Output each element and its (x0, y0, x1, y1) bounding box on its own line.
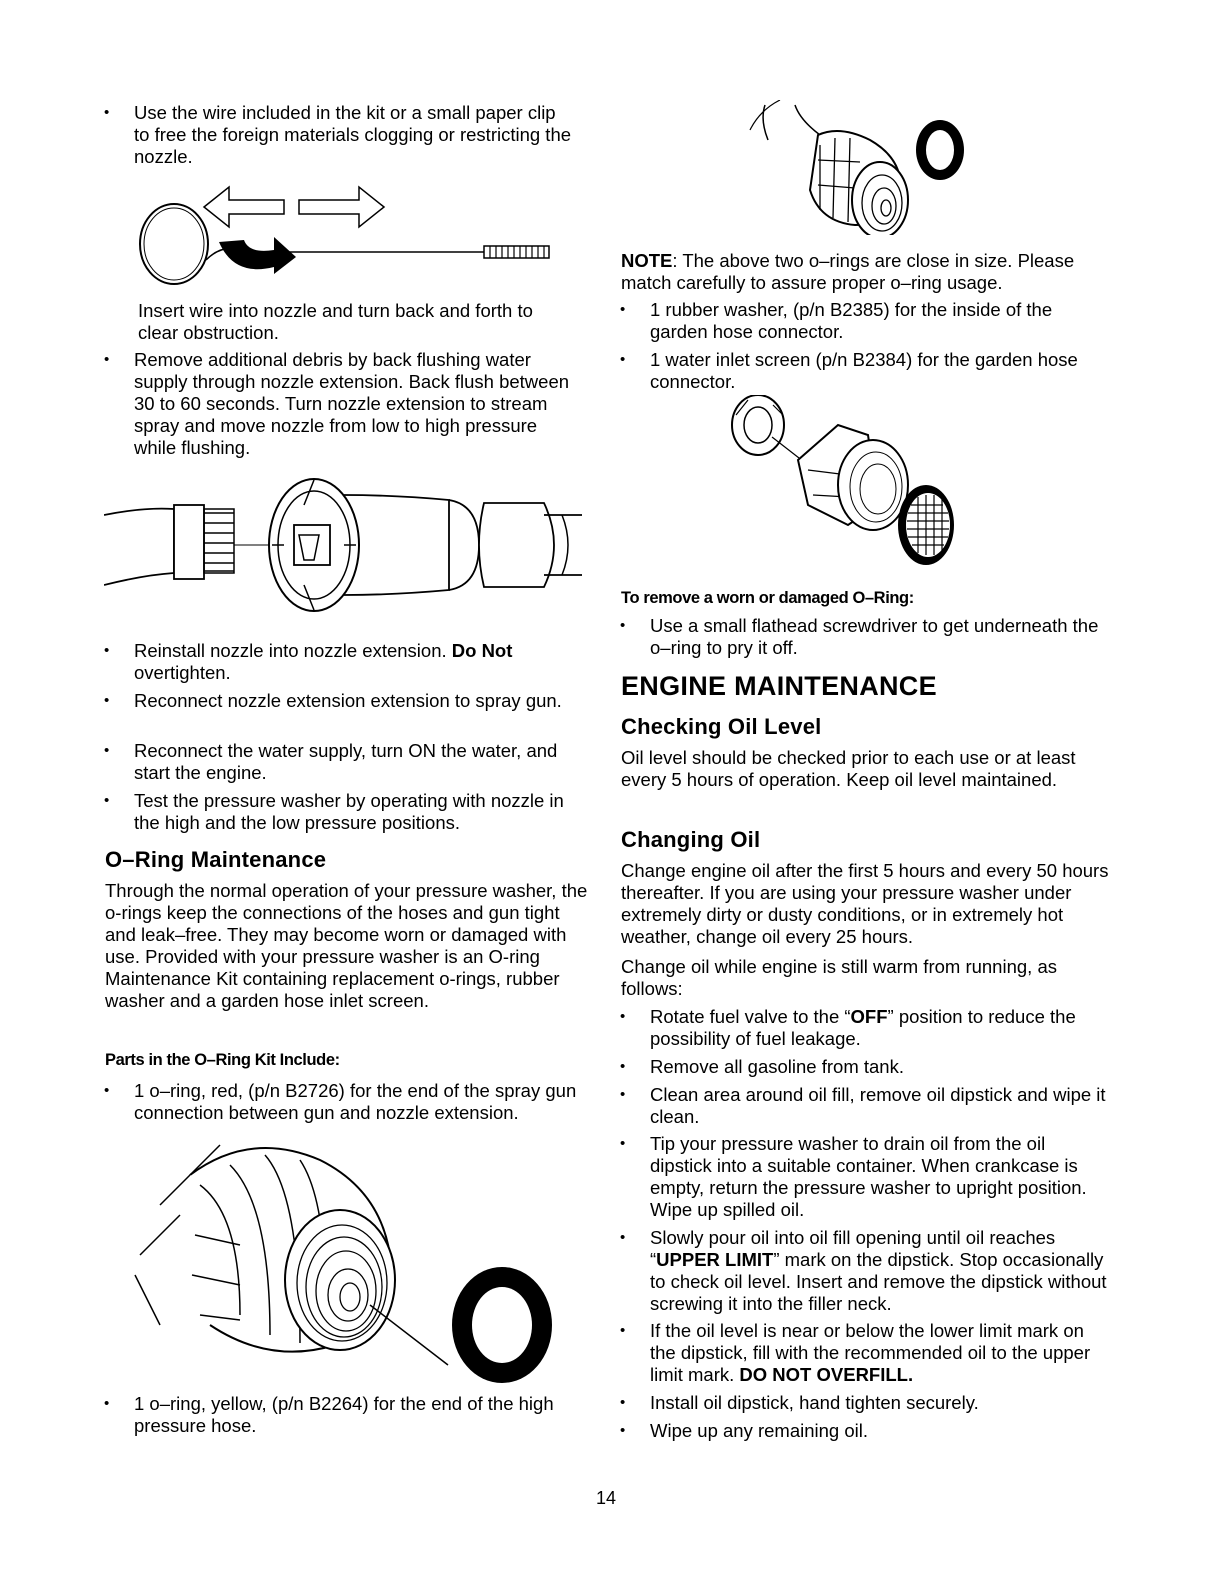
bullet-rubber-washer: • 1 rubber washer, (p/n B2385) for the inside of the garden hose connector. (650, 299, 1100, 343)
step-fuel-valve: • Rotate fuel valve to the “OFF” position to reduce the possibility of fuel leakage. (650, 1006, 1110, 1050)
step-tip-washer: • Tip your pressure washer to drain oil from the oil dipstick into a suitable container. When crankcase is empty, return the pressure washer to upright position. Wipe up spilled oil. (650, 1133, 1110, 1221)
step-clean-area: • Clean area around oil fill, remove oil dipstick and wipe it clean. (650, 1084, 1110, 1128)
nozzle-extension-illustration (104, 475, 590, 620)
bullet-back-flush: • Remove additional debris by back flushing water supply through nozzle extension. Back flush between 30 to 60 seconds. Turn nozzle extension to stream spray and move nozzle from low to high pressure while flushing. (134, 349, 584, 459)
checking-oil-heading: Checking Oil Level (621, 714, 822, 739)
caption-insert-wire: Insert wire into nozzle and turn back and forth to clear obstruction. (138, 300, 533, 343)
wire-nozzle-illustration (134, 182, 564, 292)
changing-oil-paragraph-2: Change oil while engine is still warm from running, as follows: (621, 956, 1057, 999)
checking-oil-paragraph: Oil level should be checked prior to each use or at least every 5 hours of operation. Keep oil level maintained. (621, 747, 1076, 790)
step-oil-level: • If the oil level is near or below the lower limit mark on the dipstick, fill with the recommended oil to the upper limit mark. DO NOT OVERFILL. (650, 1320, 1110, 1386)
bullet-test-washer: • Test the pressure washer by operating with nozzle in the high and the low pressure positions. (134, 790, 594, 834)
gun-connection-illustration (130, 1135, 560, 1390)
oring-maintenance-heading: O–Ring Maintenance (105, 847, 327, 872)
changing-oil-heading: Changing Oil (621, 827, 761, 852)
hose-end-illustration (740, 100, 980, 235)
page-number: 14 (595, 1488, 617, 1508)
bullet-reconnect-extension: • Reconnect nozzle extension extension to spray gun. (134, 690, 574, 712)
note-paragraph: NOTE: The above two o–rings are close in size. Please match carefully to assure proper o–ring usage. (621, 250, 1075, 293)
remove-oring-heading: To remove a worn or damaged O–Ring: (621, 589, 914, 607)
step-pour-oil: • Slowly pour oil into oil fill opening until oil reaches “UPPER LIMIT” mark on the dipstick. Stop occasionally to check oil level. Insert and remove the dipstick without screwing it into the filler neck. (650, 1227, 1110, 1315)
bullet-inlet-screen: • 1 water inlet screen (p/n B2384) for the garden hose connector. (650, 349, 1100, 393)
engine-maintenance-heading: ENGINE MAINTENANCE (621, 671, 937, 701)
bullet-use-wire: • Use the wire included in the kit or a small paper clip to free the foreign materials clogging or restricting the nozzle. (134, 102, 574, 168)
kit-parts-heading: Parts in the O–Ring Kit Include: (105, 1051, 340, 1069)
step-wipe-oil: • Wipe up any remaining oil. (650, 1420, 1110, 1442)
step-remove-gasoline: • Remove all gasoline from tank. (650, 1056, 1110, 1078)
washer-screen-illustration (728, 395, 968, 575)
bullet-reconnect-water: • Reconnect the water supply, turn ON the water, and start the engine. (134, 740, 574, 784)
bullet-yellow-oring: • 1 o–ring, yellow, (p/n B2264) for the end of the high pressure hose. (134, 1393, 574, 1437)
step-install-dipstick: • Install oil dipstick, hand tighten securely. (650, 1392, 1110, 1414)
bullet-reinstall-nozzle: • Reinstall nozzle into nozzle extension. Do Not overtighten. (134, 640, 574, 684)
changing-oil-paragraph-1: Change engine oil after the first 5 hours and every 50 hours thereafter. If you are using your pressure washer under extremely dirty or dusty conditions, or in extremely hot weather, change oil every 25 hours. (621, 860, 1109, 947)
oring-maintenance-paragraph: Through the normal operation of your pressure washer, the o-rings keep the connections of the hoses and gun tight and leak–free. They may become worn or damaged with use. Provided with your pressure washer is an O-ring Maintenance Kit containing replacement o-rings, rubber washer and a garden hose inlet screen. (105, 880, 588, 1011)
bullet-flathead: • Use a small flathead screwdriver to get underneath the o–ring to pry it off. (650, 615, 1110, 659)
bullet-red-oring: • 1 o–ring, red, (p/n B2726) for the end of the spray gun connection between gun and nozzle extension. (134, 1080, 594, 1124)
